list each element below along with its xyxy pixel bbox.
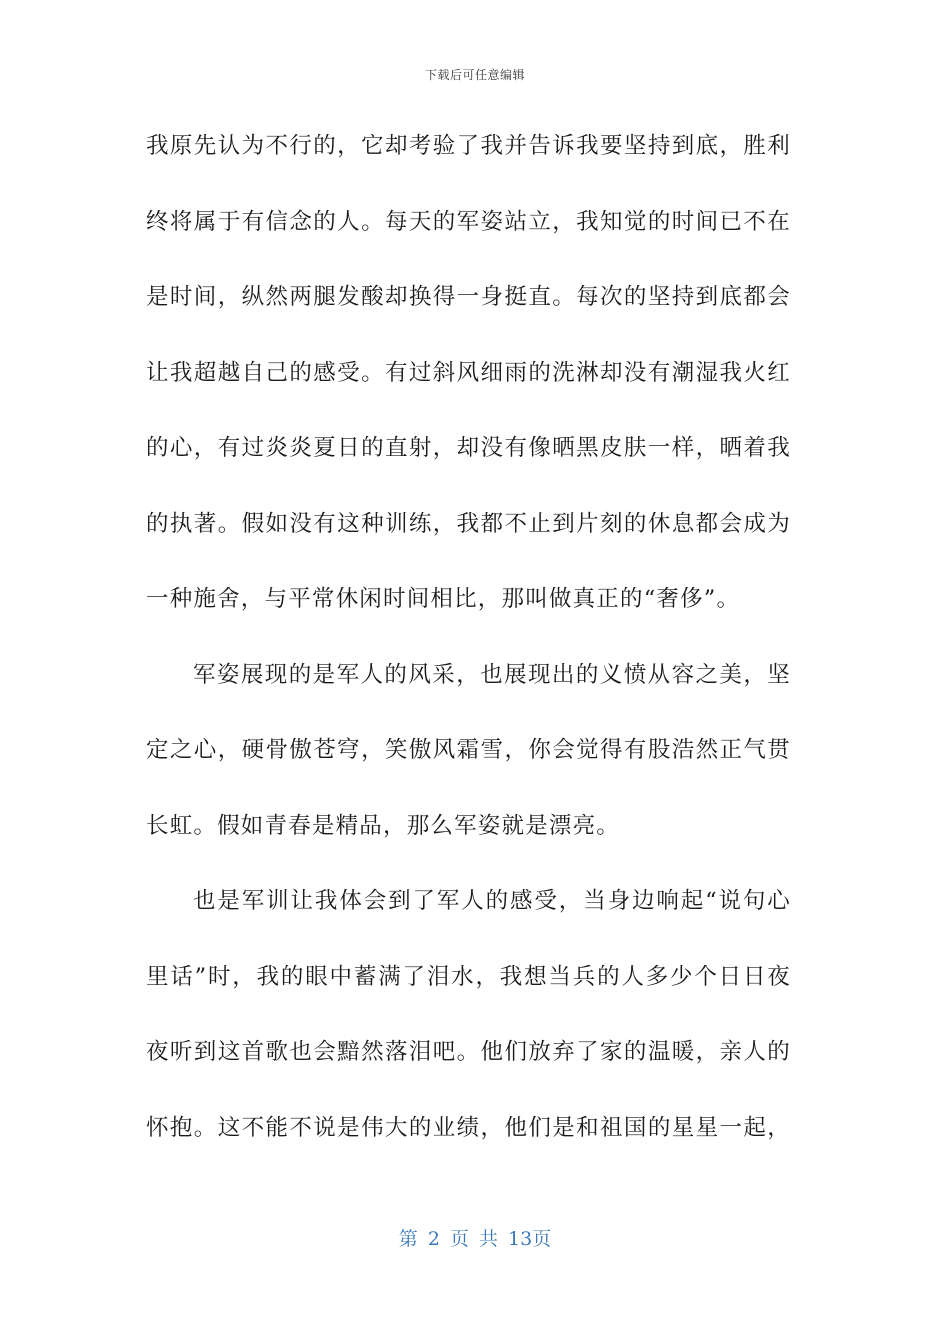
text-line: 怀抱。这不能不说是伟大的业绩，他们是和祖国的星星一起， — [146, 1114, 791, 1141]
page-header: 下载后可任意编辑 — [424, 68, 525, 82]
text-line: 里话”时，我的眼中蓄满了泪水，我想当兵的人多少个日日夜 — [146, 963, 791, 990]
document-body — [146, 121, 791, 1178]
text-line: 的心，有过炎炎夏日的直射，却没有像晒黑皮肤一样，晒着我 — [146, 435, 791, 461]
text-line: 一种施舍，与平常休闲时间相比，那叫做真正的“奢侈”。 — [146, 586, 741, 612]
text-line: 定之心，硬骨傲苍穹，笑傲风霜雪，你会觉得有股浩然正气贯 — [146, 737, 791, 763]
paragraph-2 — [146, 650, 791, 877]
text-line: 终将属于有信念的人。每天的军姿站立，我知觉的时间已不在 — [146, 208, 791, 235]
text-line: 也是军训让我体会到了军人的感受，当身边响起“说句心 — [193, 888, 791, 914]
text-line: 我原先认为不行的，它却考验了我并告诉我要坚持到底，胜利 — [146, 133, 791, 159]
text-line: 军姿展现的是军人的风采，也展现出的义愤从容之美，坚 — [193, 661, 791, 688]
text-line: 的执著。假如没有这种训练，我都不止到片刻的休息都会成为 — [146, 510, 791, 537]
page-number: 第 2 页 共 13页 — [398, 1228, 552, 1250]
text-line: 让我超越自己的感受。有过斜风细雨的洗淋却没有潮湿我火红 — [146, 359, 791, 386]
text-line: 是时间，纵然两腿发酸却换得一身挺直。每次的坚持到底都会 — [146, 284, 791, 310]
paragraph-3 — [146, 876, 791, 1178]
text-line: 长虹。假如青春是精品，那么军姿就是漂亮。 — [146, 812, 621, 839]
paragraph-1 — [146, 121, 791, 650]
text-line: 夜听到这首歌也会黯然落泪吧。他们放弃了家的温暖，亲人的 — [146, 1039, 791, 1065]
